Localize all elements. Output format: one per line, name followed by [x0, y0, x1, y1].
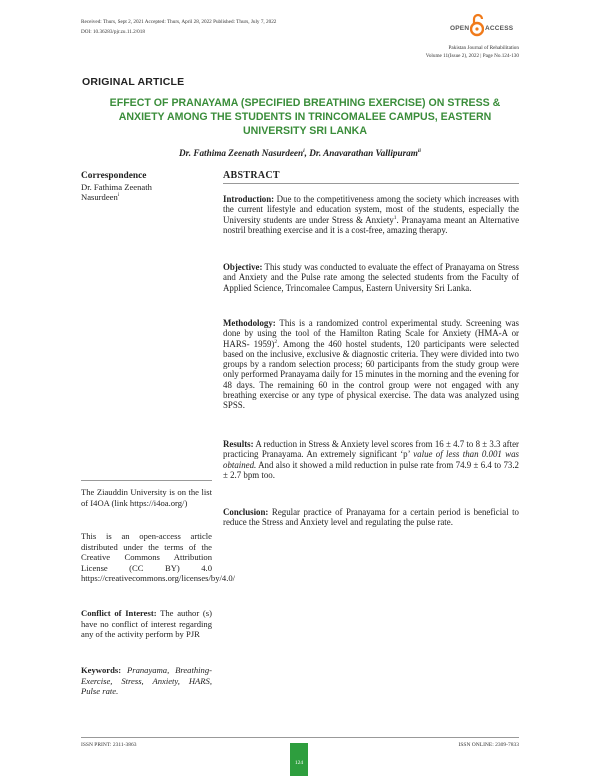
results-text-2: And also it showed a mild reduction in pulse rate from 74.9 ± 6.4 to 73.2 ± 2.7 bpm too. — [223, 459, 519, 480]
conclusion-text: Regular practice of Pranayama for a certain period is beneficial to reduce the Stress and Anxiety level and regulating the pulse rate. — [223, 507, 519, 528]
page-number: 124 — [294, 760, 304, 766]
results-label: Results: — [223, 439, 254, 449]
correspondence — [81, 171, 212, 203]
abstract-objective — [223, 262, 519, 293]
license-note: This is an open-access article distributed under the terms of the Creative Commons Attribution License (CC BY) 4.0 https://creativecommons.org/licenses/by/4.0/ — [81, 531, 236, 584]
method-ref: 2 — [274, 338, 278, 345]
results-italic: value of less than 0.001 was obtained. — [223, 449, 519, 470]
logo-access-text: ACCESS — [485, 25, 514, 32]
results-text: A reduction in Stress & Anxiety level scores from 16 ± 4.7 to 8 ± 3.3 after practicing Pranayama. An extremely significant ‘p’ — [223, 439, 519, 460]
abstract-results — [223, 439, 519, 480]
ziauddin-note: The Ziauddin University is on the list of I4OA (link https://i4oa.org/) — [81, 487, 212, 508]
journal-volume: Volume 11(Issue 2), 2022 | Page No.124-130 — [425, 53, 519, 59]
objective-text: This study was conducted to evaluate the effect of Pranayama on Stress and Anxiety and the Pulse rate among the selected students from the Faculty of Applied Science, Trincomalee Campus, Eastern University Sri Lanka. — [223, 262, 519, 293]
abstract-divider — [223, 183, 519, 184]
intro-label: Introduction: — [223, 194, 275, 204]
author-separator: , — [304, 148, 310, 158]
intro-text: Due to the competitiveness among the society which increases with the current lifestyle and education system, most of the students, especially the University students are under Stress & Anxiety — [223, 194, 519, 225]
author-2-affil: ii — [417, 147, 421, 154]
abstract-conclusion — [223, 507, 519, 528]
sidebar-divider — [81, 480, 212, 481]
author-1: Dr. Fathima Zeenath Nasurdeen — [179, 148, 304, 158]
received-dates: Received: Thurs, Sept 2, 2021 Accepted: Thurs, April 28, 2022 Published: Thurs, July 7, 2022 — [81, 19, 277, 25]
correspondence-name-line-1: Dr. Fathima Zeenath — [81, 181, 152, 192]
issn-online: ISSN ONLINE: 2309-7833 — [458, 742, 519, 748]
keywords — [81, 665, 212, 697]
article-type: ORIGINAL ARTICLE — [82, 76, 185, 88]
conflict-of-interest — [81, 608, 212, 640]
objective-label: Objective: — [223, 262, 263, 272]
author-1-affil: i — [303, 147, 305, 154]
intro-text-2: . Pranayama meant an Alternative nostril breathing exercise and it is a cost-free, amazing therapy. — [223, 214, 520, 235]
abstract-heading: ABSTRACT — [223, 170, 280, 181]
authors — [80, 148, 520, 158]
abstract-introduction — [223, 194, 519, 235]
journal-name: Pakistan Journal of Rehabilitation — [448, 45, 519, 51]
method-label: Methodology: — [223, 318, 276, 328]
page-number-box — [290, 743, 308, 776]
correspondence-affil: i — [117, 192, 120, 199]
open-access-logo — [448, 13, 520, 39]
logo-open-text: OPEN — [450, 25, 470, 32]
abstract-methodology — [223, 318, 519, 411]
doi: DOI: 10.36283/pjr.zu.11.2/018 — [81, 29, 145, 35]
article-title: EFFECT OF PRANAYAMA (SPECIFIED BREATHING EXERCISE) ON STRESS & ANXIETY AMONG THE STUDENTS IN TRINCOMALEE CAMPUS, EASTERN UNIVERSITY SRI LANKA — [109, 97, 501, 137]
correspondence-name-line-2: Nasurdeen — [81, 192, 118, 203]
footer-divider — [81, 737, 519, 738]
keywords-label: Keywords: — [81, 665, 122, 675]
conflict-label: Conflict of Interest: — [81, 608, 157, 618]
conflict-text: The author (s) have no conflict of interest regarding any of the activity perform by PJR — [81, 608, 212, 640]
open-access-lock-icon — [470, 13, 484, 37]
keywords-text: Pranayama, Breathing-Exercise, Stress, Anxiety, HARS, Pulse rate. — [81, 665, 212, 697]
conclusion-label: Conclusion: — [223, 507, 269, 517]
intro-ref: 1 — [393, 214, 397, 221]
method-text: This is a randomized control experimental study. Screening was done by using the tool of the Hamilton Rating Scale for Anxiety (HMA-A or HARS- 1959) — [223, 318, 519, 349]
author-2: Dr. Anavarathan Vallipuram — [309, 148, 418, 158]
issn-print: ISSN PRINT: 2311-3863 — [81, 742, 137, 748]
method-text-2: . Among the 460 hostel students, 120 participants were selected based on the inclusive, exclusive & diagnostic criteria. They were divided into two groups by a random selection process; 60 participants from the study group were only performed Pranayama daily for 15 minutes in the morning and the evening for 48 days. The remaining 60 in the control group were not engaged with any breathing exercise or any type of physical exercise. The data was analyzed using SPSS. — [223, 338, 519, 411]
correspondence-heading: Correspondence — [81, 171, 147, 181]
